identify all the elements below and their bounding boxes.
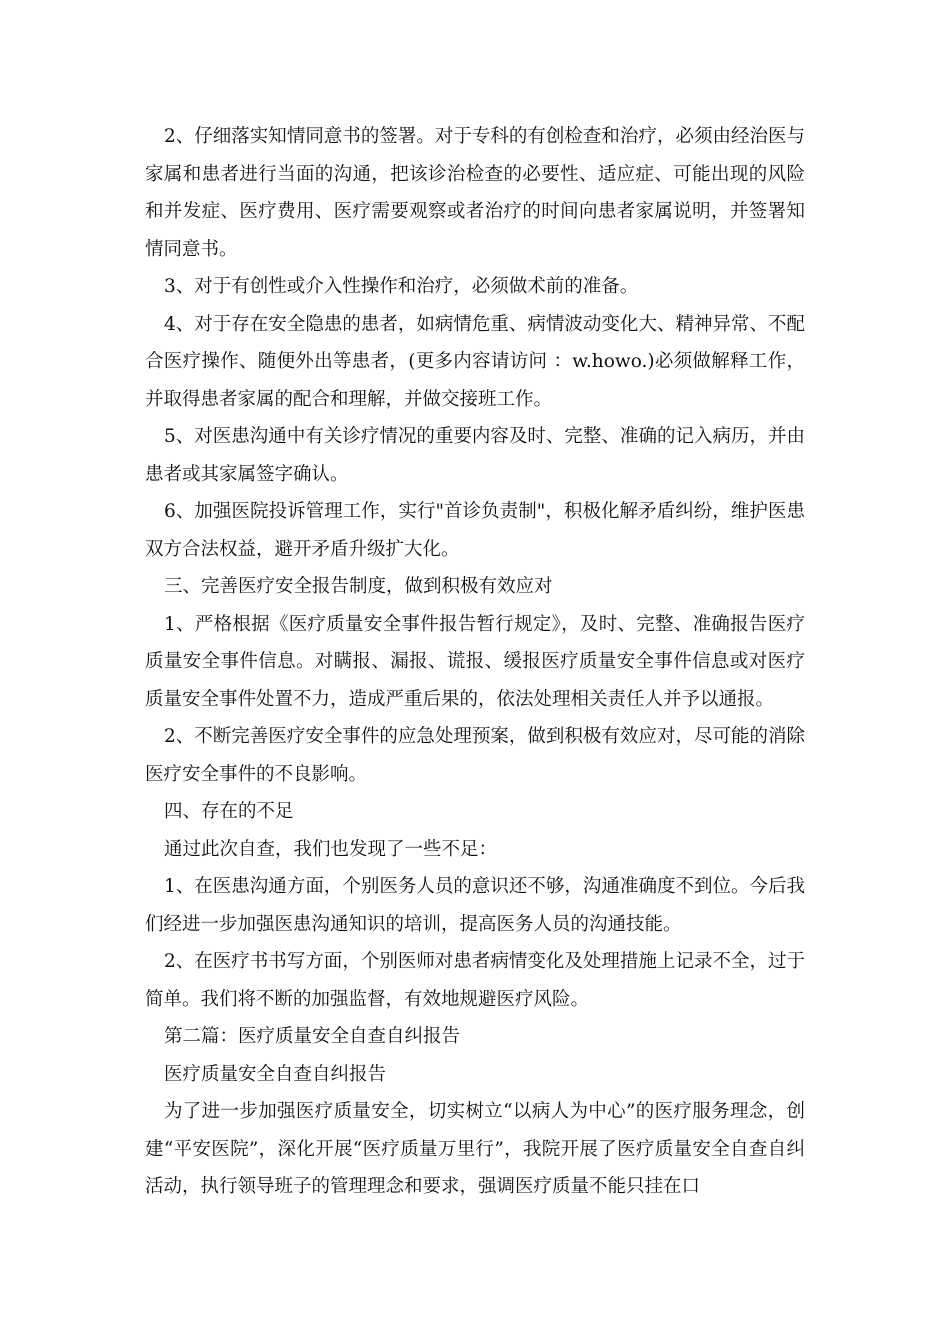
paragraph: 1、在医患沟通方面，个别医务人员的意识还不够，沟通准确度不到位。今后我们经进一步加强医患沟通知识的培训，提高医务人员的沟通技能。 bbox=[145, 876, 805, 935]
paragraph: 2、仔细落实知情同意书的签署。对于专科的有创检查和治疗，必须由经治医与家属和患者进行当面的沟通，把该诊治检查的必要性、适应症、可能出现的风险和并发症、医疗费用、医疗需要观察或者治疗的时间向患者家属说明，并签署知情同意书。 bbox=[145, 126, 805, 260]
paragraph: 3、对于有创性或介入性操作和治疗，必须做术前的准备。 bbox=[164, 276, 639, 297]
report-title: 医疗质量安全自查自纠报告 bbox=[164, 1063, 387, 1085]
paragraph: 2、不断完善医疗安全事件的应急处理预案，做到积极有效应对，尽可能的消除医疗安全事件的不良影响。 bbox=[145, 726, 805, 785]
document-body bbox=[145, 118, 805, 1206]
paragraph: 4、对于存在安全隐患的患者，如病情危重、病情波动变化大、精神异常、不配合医疗操作、随便外出等患者，(更多内容请访问 ：w.howo.)必须做解释工作，并取得患者家属的配合和理解，并做交接班工作。 bbox=[145, 313, 805, 410]
chapter-heading: 第二篇：医疗质量安全自查自纠报告 bbox=[164, 1026, 461, 1047]
paragraph: 6、加强医院投诉管理工作，实行"首诊负责制"，积极化解矛盾纠纷，维护医患双方合法权益，避开矛盾升级扩大化。 bbox=[145, 501, 805, 560]
paragraph: 1、严格根据《医疗质量安全事件报告暂行规定》，及时、完整、准确报告医疗质量安全事件信息。对瞒报、漏报、谎报、缓报医疗质量安全事件信息或对医疗质量安全事件处置不力，造成严重后果的，依法处理相关责任人并予以通报。 bbox=[145, 613, 805, 710]
paragraph: 通过此次自查，我们也发现了一些不足： bbox=[164, 838, 498, 860]
section-heading: 四、存在的不足 bbox=[164, 801, 294, 822]
section-heading: 三、完善医疗安全报告制度，做到积极有效应对 bbox=[164, 576, 553, 597]
paragraph: 2、在医疗书书写方面，个别医师对患者病情变化及处理措施上记录不全，过于简单。我们将不断的加强监督，有效地规避医疗风险。 bbox=[145, 951, 805, 1010]
paragraph: 5、对医患沟通中有关诊疗情况的重要内容及时、完整、准确的记入病历，并由患者或其家属签字确认。 bbox=[145, 426, 805, 485]
paragraph: 为了进一步加强医疗质量安全，切实树立“以病人为中心”的医疗服务理念，创建“平安医院”，深化开展“医疗质量万里行”，我院开展了医疗质量安全自查自纠活动，执行领导班子的管理理念和要求，强调医疗质量不能只挂在口 bbox=[145, 1101, 805, 1197]
